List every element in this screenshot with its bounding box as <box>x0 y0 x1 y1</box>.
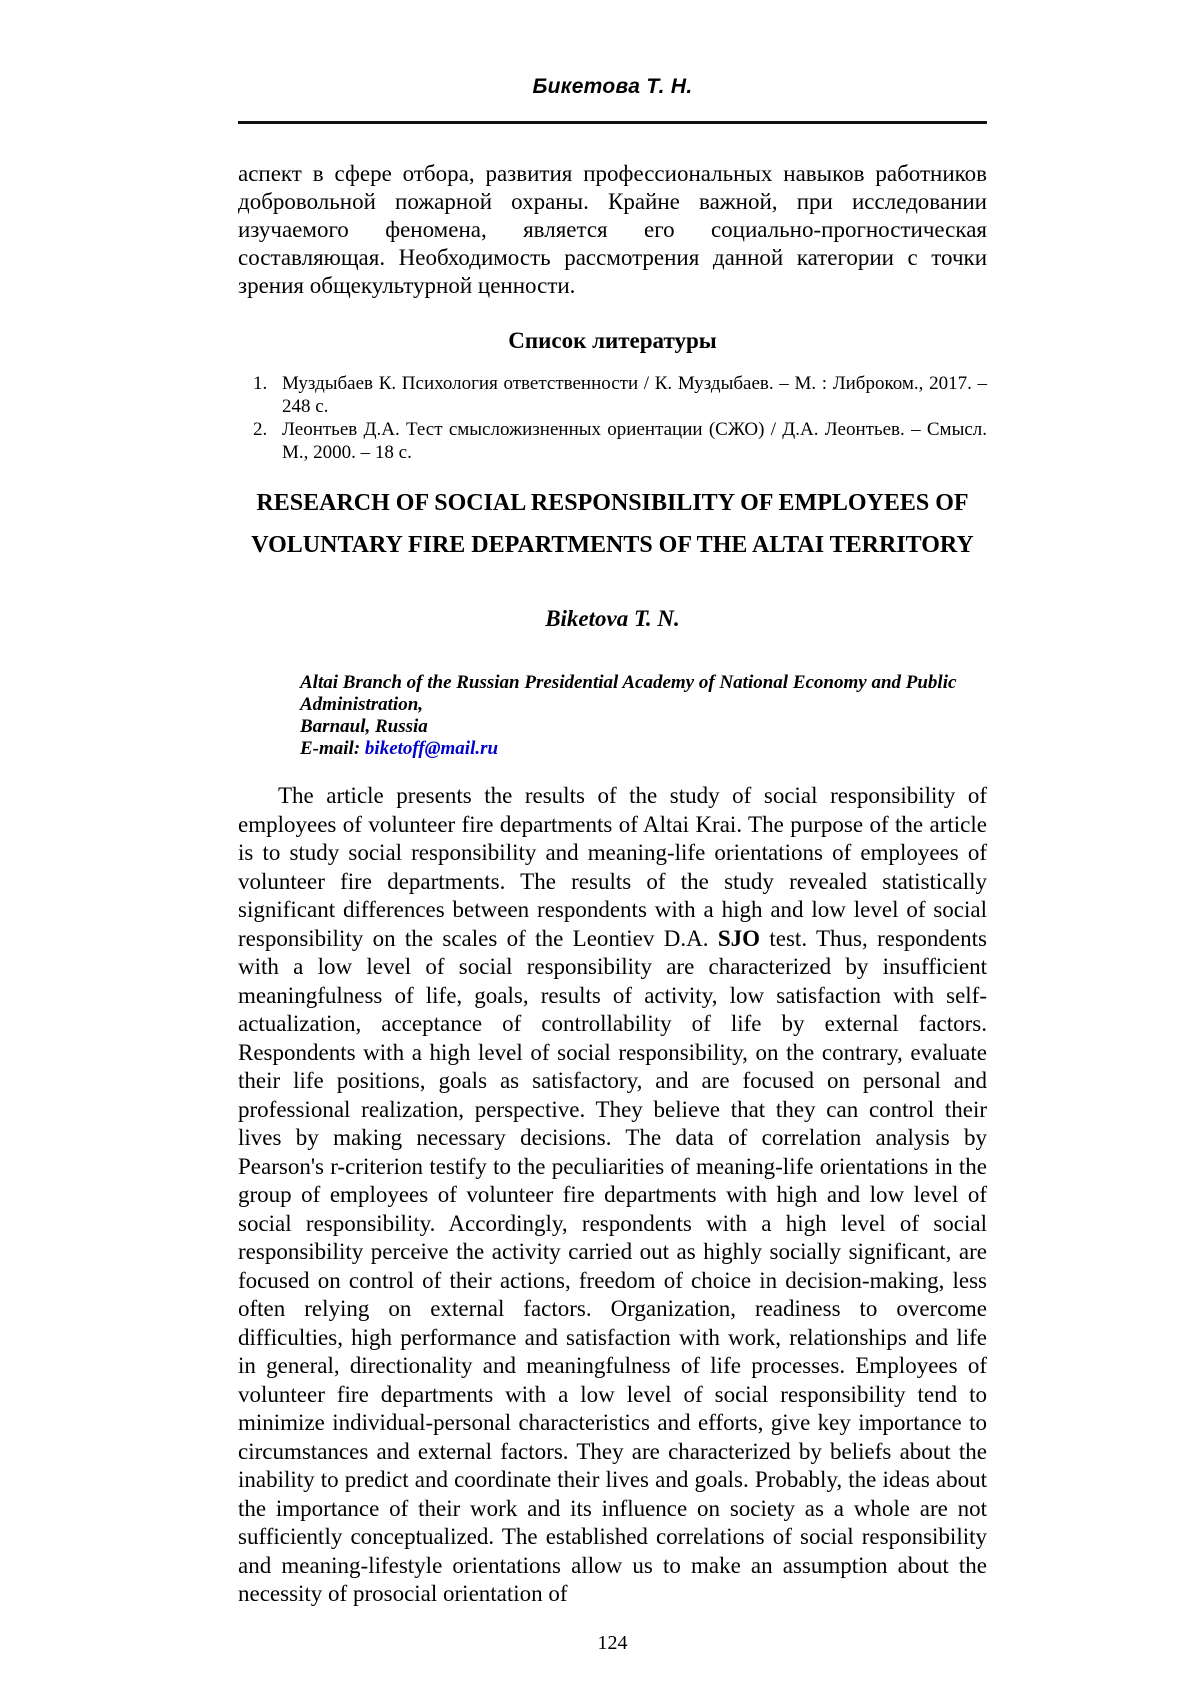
reference-item <box>238 372 987 418</box>
reference-number: 2. <box>253 419 268 440</box>
header-rule <box>238 121 987 124</box>
email-line <box>300 738 987 760</box>
references-heading: Список литературы <box>508 328 717 353</box>
page-number: 124 <box>597 1631 628 1654</box>
email-link[interactable]: biketoff@mail.ru <box>364 738 499 759</box>
reference-text: Леонтьев Д.А. Тест смысложизненных ориентации (СЖО) / Д.А. Леонтьев. – Смысл. М., 2000. – 18 с. <box>282 419 987 463</box>
affiliation-line-1: Altai Branch of the Russian Presidential Academy of National Economy and Public Administration, <box>300 672 957 715</box>
reference-item <box>238 418 987 464</box>
reference-text: Муздыбаев К. Психология ответственности / К. Муздыбаев. – М. : Либроком., 2017. – 248 с. <box>282 373 987 417</box>
references-list <box>238 372 987 464</box>
abstract-text-part1: The article presents the results of the study of social responsibility of employees of volunteer fire departments of Altai Krai. The purpose of the article is to study social responsibility and meaning-life orientations of employees of volunteer fire departments. The results of the study revealed statistically significant differences between respondents with a high and low level of social responsibility on the scales of the Leontiev D.A. <box>238 783 987 951</box>
running-header: Бикетова Т. Н. <box>532 75 693 98</box>
reference-number: 1. <box>253 373 268 394</box>
page-content <box>238 75 987 1655</box>
article-title-line-2: VOLUNTARY FIRE DEPARTMENTS OF THE ALTAI TERRITORY <box>251 532 974 558</box>
abstract-emphasis: SJO <box>717 925 761 951</box>
article-title-line-1: RESEARCH OF SOCIAL RESPONSIBILITY OF EMPLOYEES OF <box>256 490 969 516</box>
affiliation-line-2: Barnaul, Russia <box>300 716 428 737</box>
article-author: Biketova T. N. <box>545 606 680 631</box>
continuation-paragraph: аспект в сфере отбора, развития профессиональных навыков работников добровольной пожарной охраны. Крайне важной, при исследовании изучаемого феномена, является его социально-прогностическая составляющая. Необходимость рассмотрения данной категории с точки зрения общекультурной ценности. <box>238 161 987 298</box>
abstract-paragraph <box>238 782 987 1609</box>
affiliation-block <box>300 672 987 760</box>
article-title <box>238 488 987 560</box>
abstract-text-part2: test. Thus, respondents with a low level of social responsibility are characterized by insufficient meaningfulness of life, goals, results of activity, low satisfaction with self-actualization, acceptance of controllability of life by external factors. Respondents with a high level of social responsibility, on the contrary, evaluate their life positions, goals as satisfactory, and are focused on personal and professional realization, perspective. They believe that they can control their lives by making necessary decisions. The data of correlation analysis by Pearson's r-criterion testify to the peculiarities of meaning-life orientations in the group of employees of volunteer fire departments with high and low level of social responsibility. Accordingly, respondents with a high level of social responsibility perceive the activity carried out as highly socially significant, are focused on control of their actions, freedom of choice in decision-making, less often relying on external factors. Organization, readiness to overcome difficulties, high performance and satisfaction with work, relationships and life in general, directionality and meaningfulness of life processes. Employees of volunteer fire departments with a low level of social responsibility tend to minimize individual-personal characteristics and efforts, give key importance to circumstances and external factors. They are characterized by beliefs about the inability to predict and coordinate their lives and goals. Probably, the ideas about the importance of their work and its influence on society as a whole are not sufficiently conceptualized. The established correlations of social responsibility and meaning-lifestyle orientations allow us to make an assumption about the necessity of prosocial orientation of <box>238 925 987 1606</box>
email-label: E-mail: <box>300 738 365 759</box>
